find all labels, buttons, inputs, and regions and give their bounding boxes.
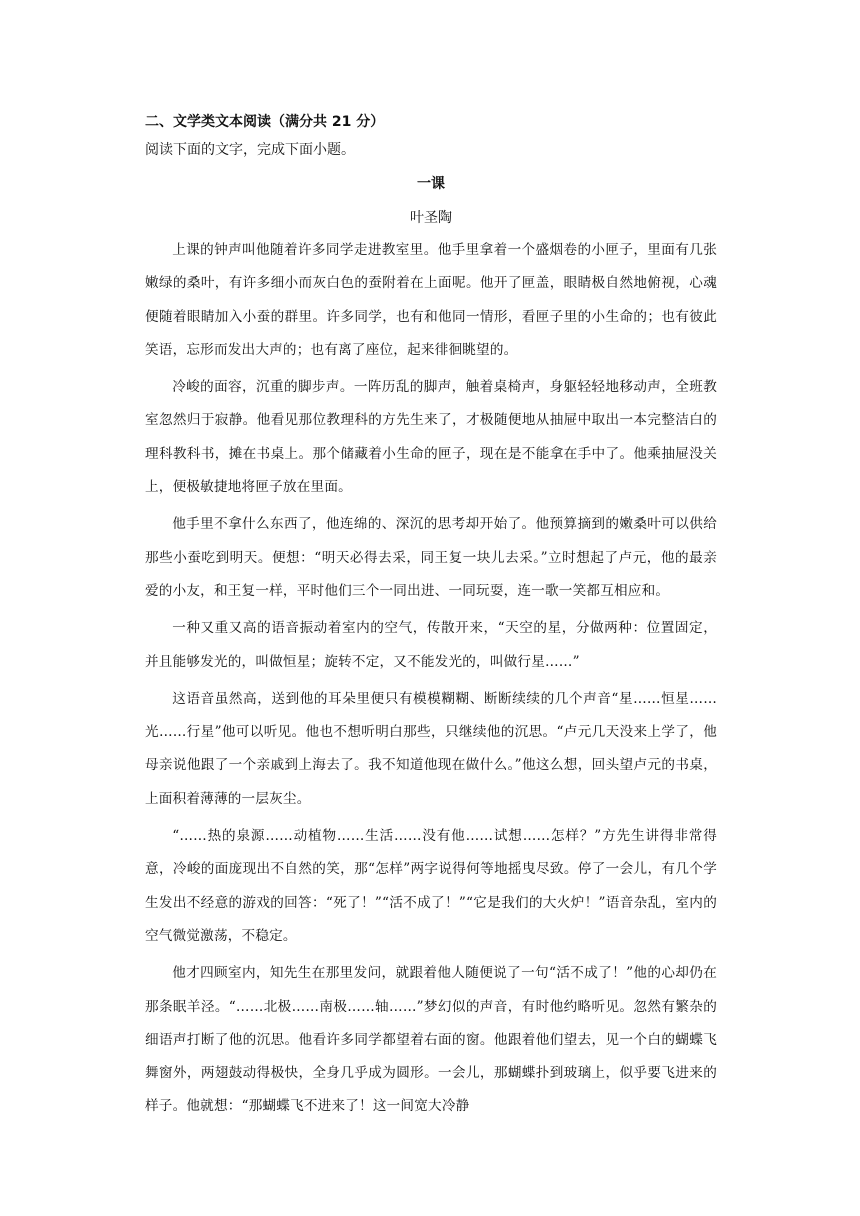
article-paragraph-2: 冷峻的面容，沉重的脚步声。一阵历乱的脚声，触着桌椅声，身躯轻轻地移动声，全班教室忽然归于寂静。他看见那位教理科的方先生来了，才极随便地从抽屉中取出一本完整洁白的理科教科书，摊在书桌上。那个储藏着小生命的匣子，现在是不能拿在手中了。他乘抽屉没关上，便极敏捷地将匣子放在里面。 [145,379,717,496]
reading-instruction: 阅读下面的文字，完成下面小题。 [145,142,355,158]
document-page [145,110,717,1124]
article-paragraph-7: 他才四顾室内，知先生在那里发问，就跟着他人随便说了一句“活不成了！”他的心却仍在那条眠羊泾。“……北极……南极……轴……”梦幻似的声音，有时他约略听见。忽然有繁杂的细语声打断了他的沉思。他看许多同学都望着右面的窗。他跟着他们望去，见一个白的蝴蝶飞舞窗外，两翅鼓动得极快，全身几乎成为圆形。一会儿，那蝴蝶扑到玻璃上，似乎要飞进来的样子。他就想：“那蝴蝶飞不进来了！这一间宽大冷静 [145,965,717,1115]
article-paragraph-6: “……热的泉源……动植物……生活……没有他……试想……怎样？”方先生讲得非常得意，冷峻的面庞现出不自然的笑，那“怎样”两字说得何等地摇曳尽致。停了一会儿，有几个学生发出不经意的游戏的回答：“死了！”“活不成了！”“它是我们的大火炉！”语音杂乱，室内的空气微觉激荡，不稳定。 [145,828,717,944]
article-paragraph-3: 他手里不拿什么东西了，他连绵的、深沉的思考却开始了。他预算摘到的嫩桑叶可以供给那些小蚕吃到明天。便想：“明天必得去采，同王复一块儿去采。”立时想起了卢元，他的最亲爱的小友，和王复一样，平时他们三个一同出进、一同玩耍，连一歌一笑都互相应和。 [145,516,717,599]
section-heading: 二、文学类文本阅读（满分共 21 分） [145,114,385,130]
article-title: 一课 [417,176,445,192]
article-author: 叶圣陶 [410,210,452,226]
article-paragraph-1: 上课的钟声叫他随着许多同学走进教室里。他手里拿着一个盛烟卷的小匣子，里面有几张嫩绿的桑叶，有许多细小而灰白色的蚕附着在上面呢。他开了匣盖，眼睛极自然地俯视，心魂便随着眼睛加入小蚕的群里。许多同学，也有和他同一情形，看匣子里的小生命的；也有彼此笑语，忘形而发出大声的；也有离了座位，起来徘徊眺望的。 [145,242,717,358]
article-paragraph-4: 一种又重又高的语音振动着室内的空气，传散开来，“天空的星，分做两种：位置固定，并且能够发光的，叫做恒星；旋转不定，又不能发光的，叫做行星……” [145,620,717,670]
article-paragraph-5: 这语音虽然高，送到他的耳朵里便只有模模糊糊、断断续续的几个声音“星……恒星……光……行星”他可以听见。他也不想听明白那些，只继续他的沉思。“卢元几天没来上学了，他母亲说他跟了一个亲戚到上海去了。我不知道他现在做什么。”他这么想，回头望卢元的书桌，上面积着薄薄的一层灰尘。 [145,690,717,807]
